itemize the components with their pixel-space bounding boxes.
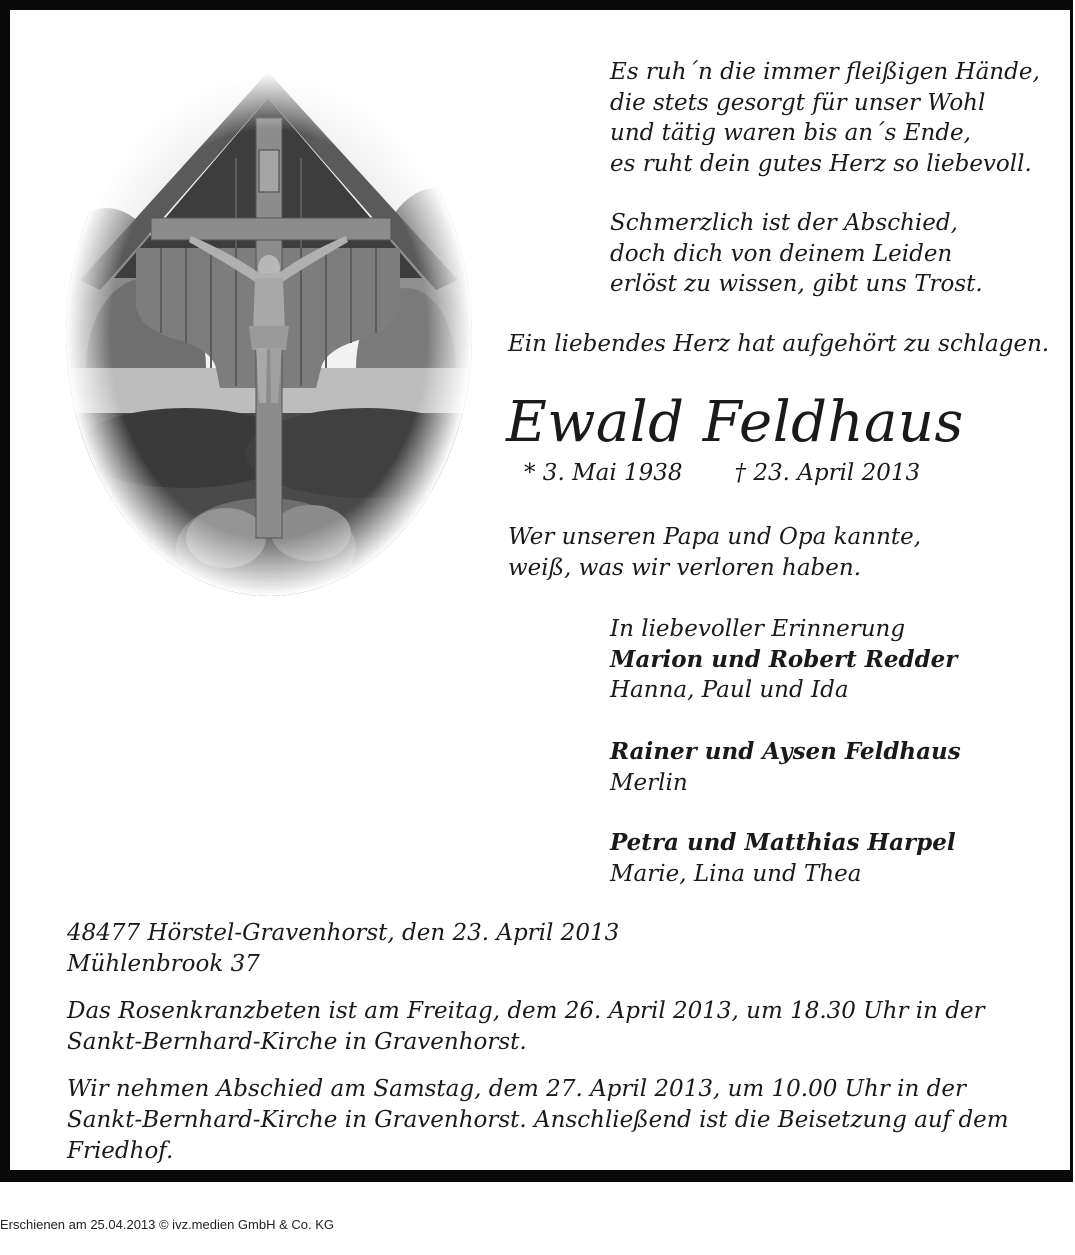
quote-line: weiß, was wir verloren haben. [508, 554, 862, 581]
poem-line: es ruht dein gutes Herz so liebevoll. [610, 150, 1032, 177]
poem-line: und tätig waren bis an´s Ende, [610, 120, 971, 146]
family-children: Marie, Lina und Thea [610, 860, 862, 887]
family-names: Marion und Robert Redder [610, 645, 958, 673]
wayside-cross-photo [66, 68, 473, 596]
poem-line: Schmerzlich ist der Abschied, [610, 210, 958, 236]
life-dates [524, 460, 920, 486]
mourners-intro: In liebevoller Erinnerung [610, 616, 906, 642]
poem-stanza-1 [610, 57, 1040, 179]
publication-footer: Erschienen am 25.04.2013 © ivz.medien GmbH & Co. KG [0, 1217, 335, 1232]
address-line: 48477 Hörstel-Gravenhorst, den 23. April 2013 [67, 920, 620, 946]
deceased-name: Ewald Feldhaus [506, 390, 964, 455]
mourners-group-3 [610, 828, 956, 889]
poem-line: doch dich von deinem Leiden [610, 240, 953, 267]
address-line: Mühlenbrook 37 [67, 951, 260, 977]
poem-stanza-2 [610, 208, 983, 300]
poem-line: Es ruh´n die immer fleißigen Hände, [610, 59, 1040, 85]
quote-line: Wer unseren Papa und Opa kannte, [508, 524, 922, 550]
birth-date: * 3. Mai 1938 [524, 460, 683, 486]
poem-line: erlöst zu wissen, gibt uns Trost. [610, 271, 983, 297]
family-names: Petra und Matthias Harpel [610, 829, 956, 856]
mourners-group-2 [610, 737, 961, 798]
family-quote [508, 522, 921, 583]
farewell-notice: Wir nehmen Abschied am Samstag, dem 27. April 2013, um 10.00 Uhr in der Sankt-Bernhard-Kirche in Gravenhorst. Anschließend ist die Beisetzung auf dem Friedhof. [67, 1076, 1009, 1164]
mourners-group-1 [610, 614, 957, 706]
rosary-notice: Das Rosenkranzbeten ist am Freitag, dem 26. April 2013, um 18.30 Uhr in der Sankt-Bernhard-Kirche in Gravenhorst. [67, 998, 985, 1055]
tagline: Ein liebendes Herz hat aufgehört zu schlagen. [508, 331, 1050, 357]
family-names: Rainer und Aysen Feldhaus [610, 738, 961, 765]
address-block [67, 918, 1022, 980]
death-date: † 23. April 2013 [734, 460, 921, 486]
family-children: Hanna, Paul und Ida [610, 677, 849, 703]
family-children: Merlin [610, 769, 688, 796]
poem-line: die stets gesorgt für unser Wohl [610, 89, 986, 116]
